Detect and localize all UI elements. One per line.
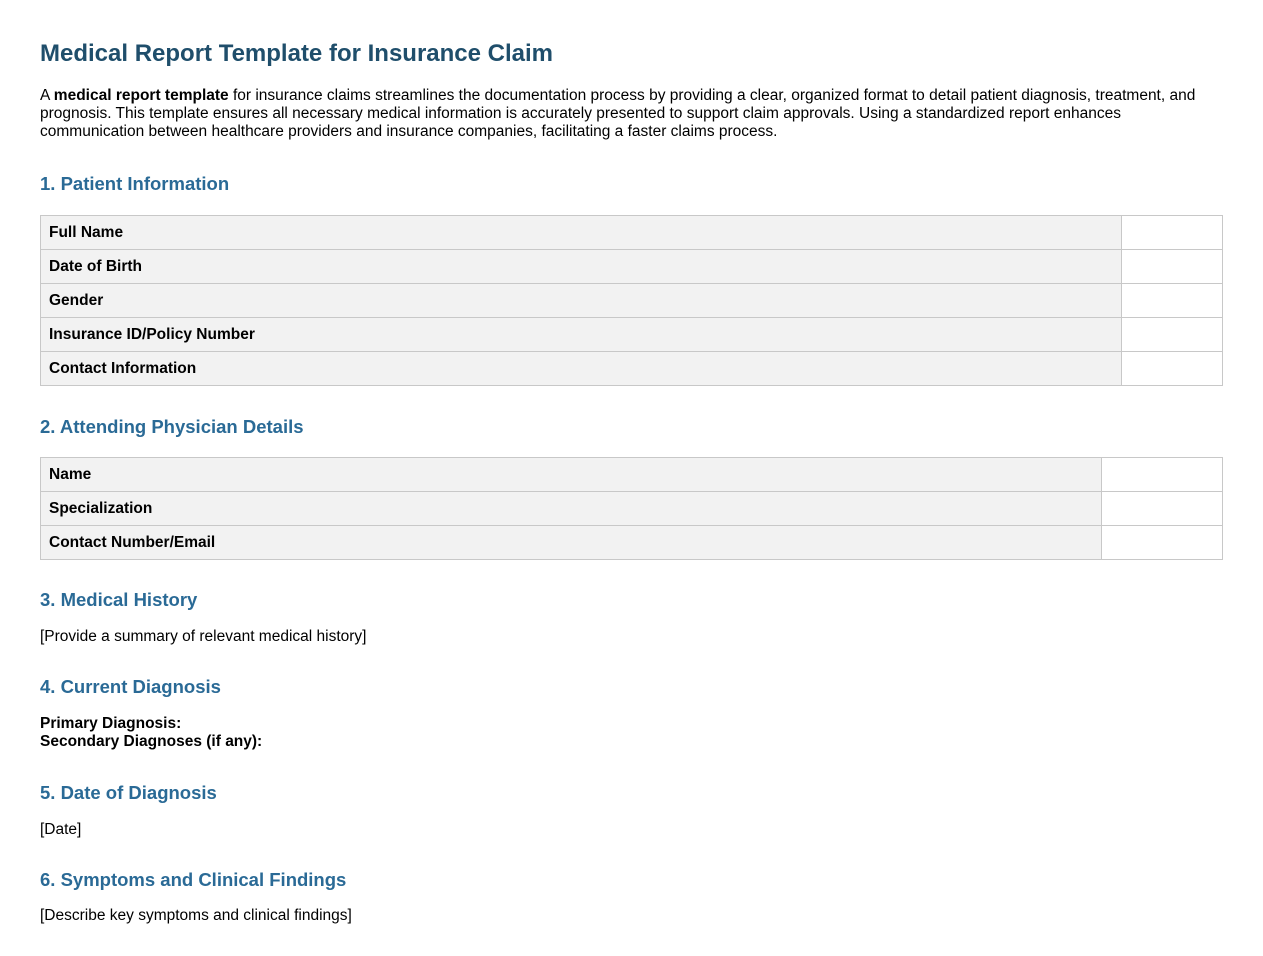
section-heading-patient-information: 1. Patient Information [40, 173, 230, 194]
section-heading-current-diagnosis: 4. Current Diagnosis [40, 676, 221, 697]
row-value-gender[interactable] [1122, 284, 1223, 318]
row-value-contact-information[interactable] [1122, 352, 1223, 386]
patient-information-table [40, 215, 1223, 386]
intro-rest: for insurance claims streamlines the documentation process by providing a clear, organized format to detail patient diagnosis, treatment, and prognosis. This template ensures all necessary medical information is accurately presented to support claim approvals. Using a standardized report enhances communication between healthcare providers and insurance companies, facilitating a faster claims process. [40, 87, 1196, 140]
section-heading-symptoms-clinical-findings: 6. Symptoms and Clinical Findings [40, 869, 347, 890]
row-value-physician-name[interactable] [1102, 458, 1223, 492]
table-row [41, 458, 1223, 492]
secondary-diagnoses-label: Secondary Diagnoses (if any): [40, 733, 263, 750]
row-label-full-name: Full Name [41, 216, 1122, 250]
physician-details-table [40, 457, 1223, 560]
section-heading-attending-physician: 2. Attending Physician Details [40, 416, 304, 437]
row-label-specialization: Specialization [41, 492, 1102, 526]
page-title: Medical Report Template for Insurance Claim [40, 40, 554, 67]
table-row [41, 526, 1223, 560]
intro-paragraph [40, 87, 1210, 141]
row-label-insurance-id: Insurance ID/Policy Number [41, 318, 1122, 352]
table-row [41, 318, 1223, 352]
row-label-physician-name: Name [41, 458, 1102, 492]
intro-bold-text: medical report template [53, 87, 229, 104]
table-row [41, 250, 1223, 284]
row-value-date-of-birth[interactable] [1122, 250, 1223, 284]
intro-prefix: A [40, 87, 54, 104]
section-heading-date-of-diagnosis: 5. Date of Diagnosis [40, 782, 217, 803]
medical-history-placeholder: [Provide a summary of relevant medical history] [40, 628, 367, 645]
primary-diagnosis-label: Primary Diagnosis: [40, 715, 182, 732]
row-value-contact-number-email[interactable] [1102, 526, 1223, 560]
row-value-insurance-id[interactable] [1122, 318, 1223, 352]
row-label-date-of-birth: Date of Birth [41, 250, 1122, 284]
table-row [41, 284, 1223, 318]
row-label-contact-number-email: Contact Number/Email [41, 526, 1102, 560]
section-heading-medical-history: 3. Medical History [40, 589, 198, 610]
table-row [41, 352, 1223, 386]
table-row [41, 216, 1223, 250]
row-label-gender: Gender [41, 284, 1122, 318]
symptoms-placeholder: [Describe key symptoms and clinical findings] [40, 907, 352, 924]
row-value-full-name[interactable] [1122, 216, 1223, 250]
table-row [41, 492, 1223, 526]
row-value-specialization[interactable] [1102, 492, 1223, 526]
row-label-contact-information: Contact Information [41, 352, 1122, 386]
date-of-diagnosis-placeholder: [Date] [40, 821, 82, 838]
